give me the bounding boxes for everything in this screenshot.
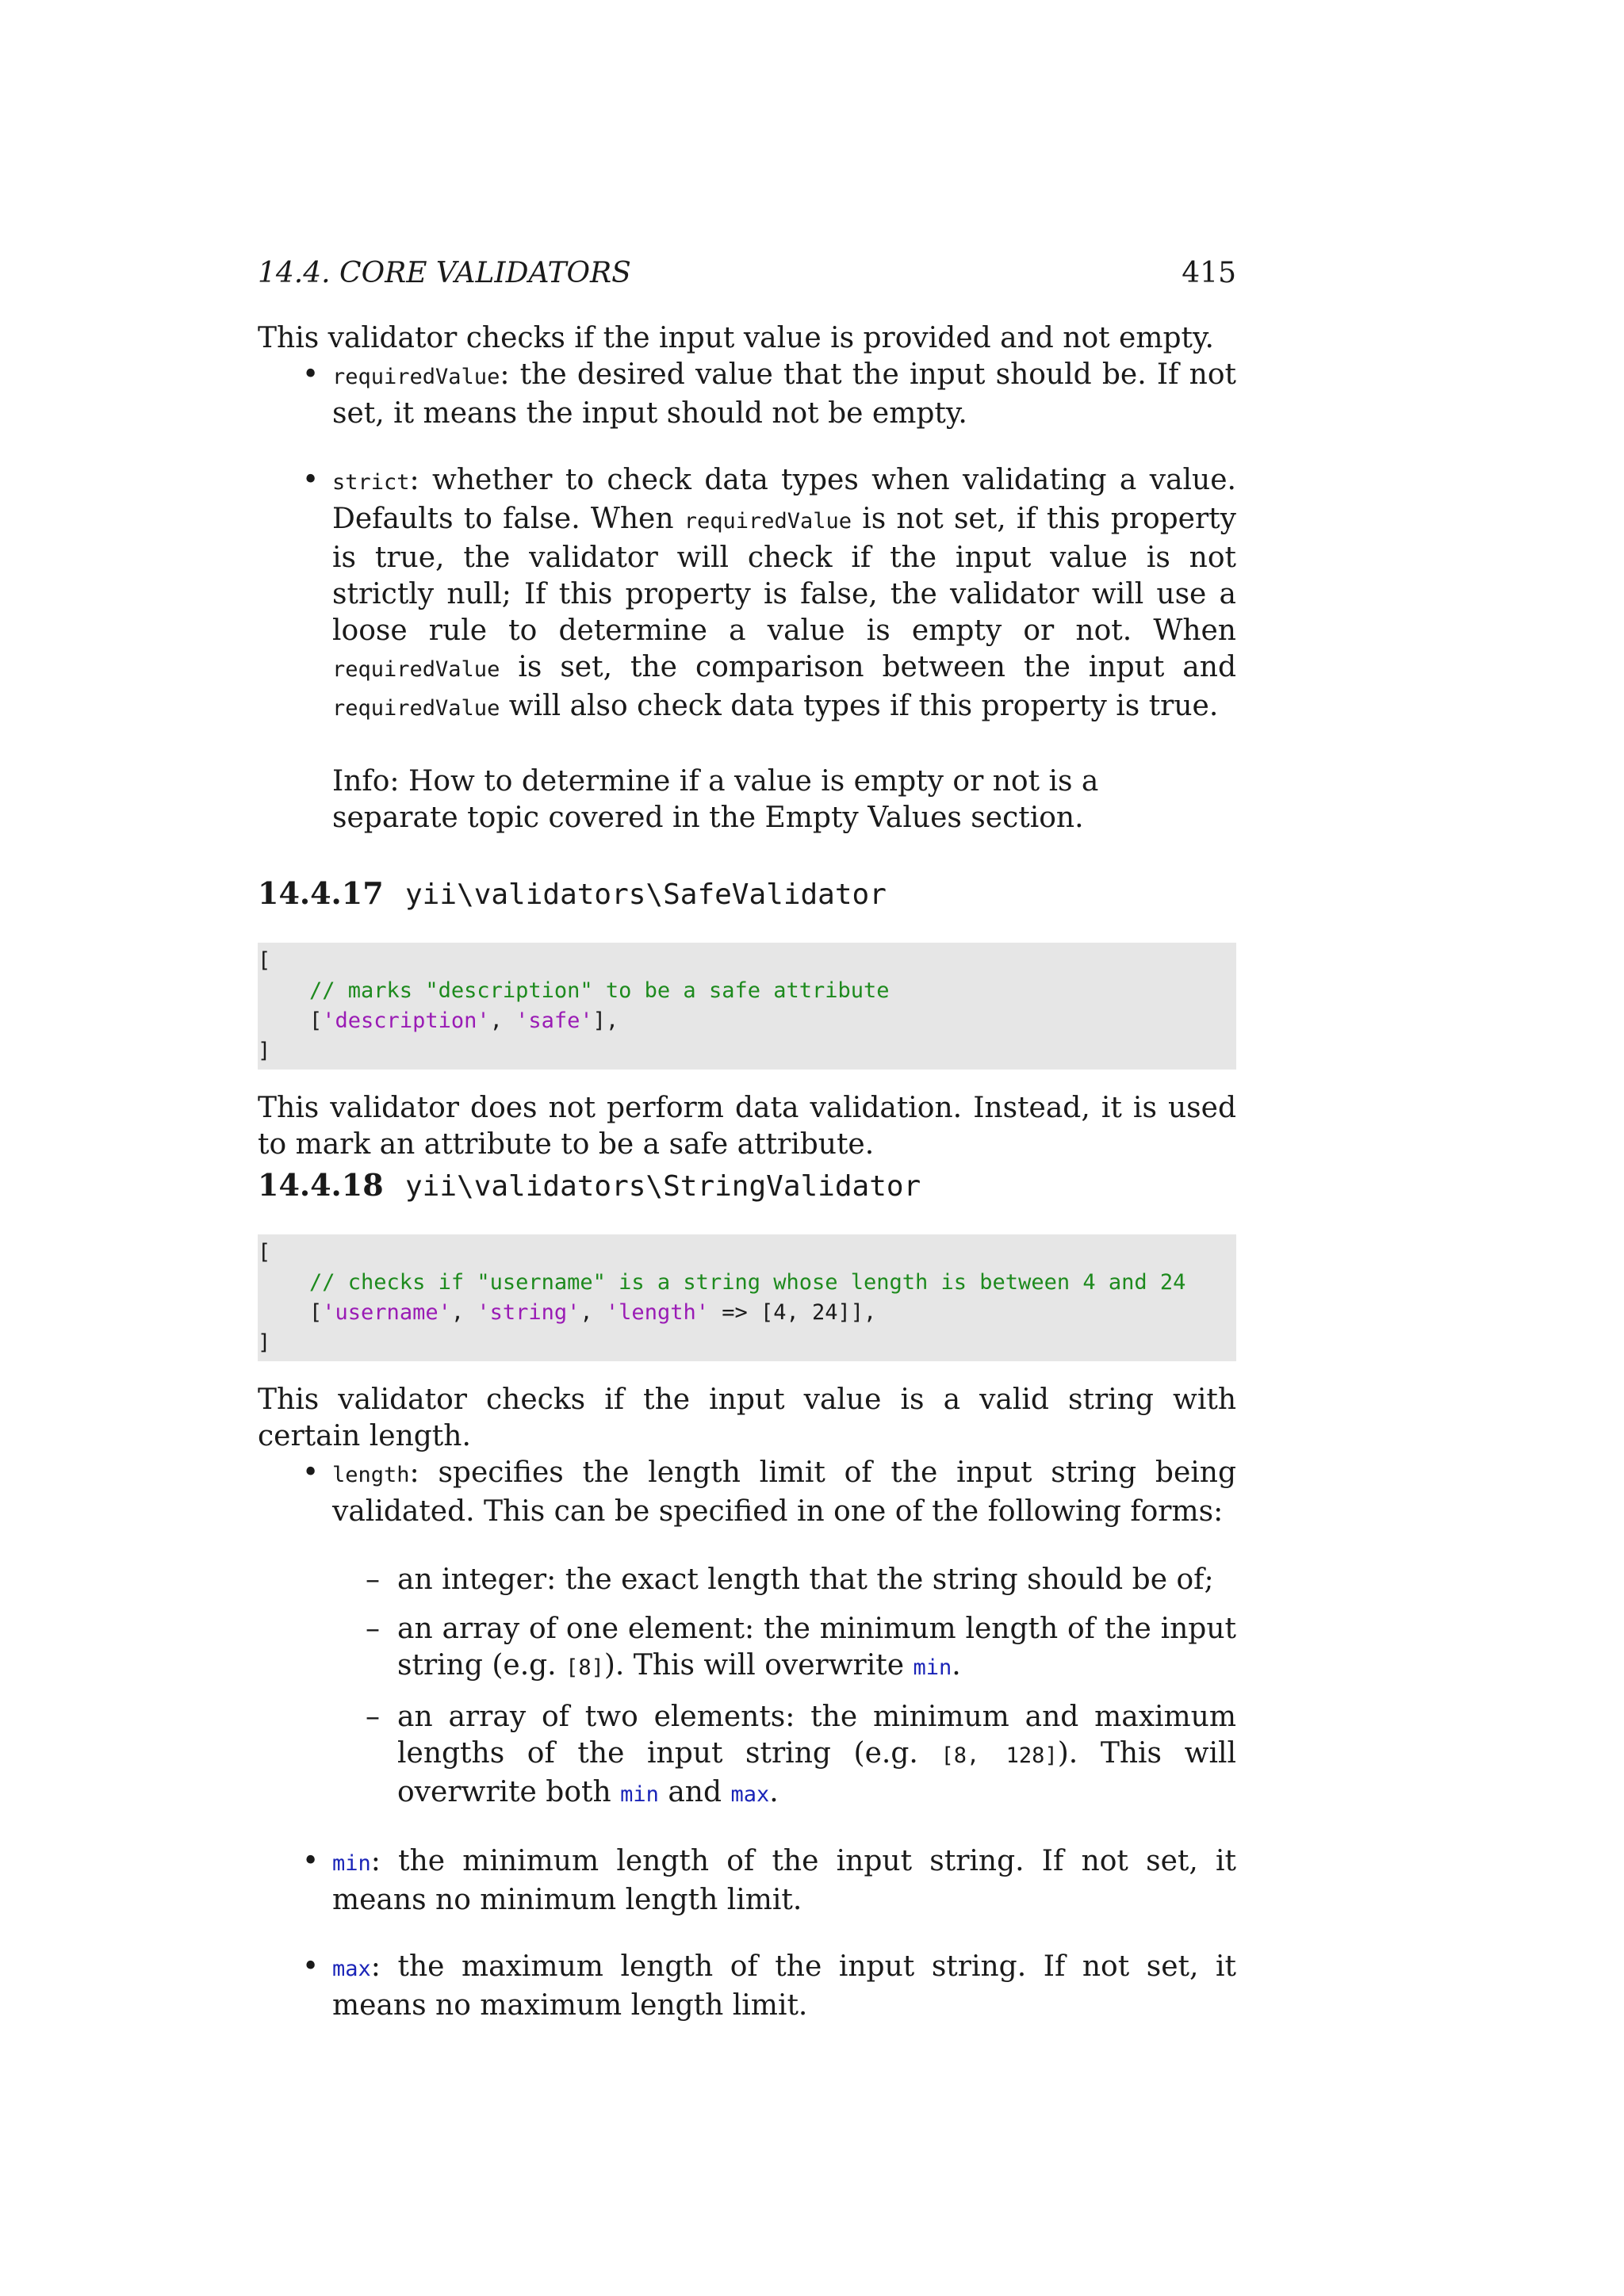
length-forms-list bbox=[332, 1562, 1236, 1813]
safe-description: This validator does not perform data validation. Instead, it is used to mark an attribute to be a safe attribute. bbox=[258, 1092, 1236, 1161]
code-comment: // checks if "username" is a string whose length is between 4 and 24 bbox=[258, 1270, 1186, 1295]
section-number: 14.4.18 bbox=[258, 1167, 384, 1203]
section-heading-title: yii\validators\SafeValidator bbox=[405, 878, 887, 911]
link-min[interactable]: min bbox=[620, 1782, 659, 1807]
param-strict: • strict: whether to check data types when validating a value. Defaults to false. When requiredValue is not set, if this property is true, the validator will check if the input value is not strictly null; If this property is false, the validator will use a loose rule to determine a value is empty or not. When requiredValue is set, the comparison between the input and requiredValue will also check data types if this property is true. bbox=[332, 462, 1236, 727]
section-number: 14.4.17 bbox=[258, 875, 384, 911]
link-max[interactable]: max bbox=[730, 1782, 770, 1807]
param-name-link[interactable]: min bbox=[332, 1851, 371, 1876]
document-page bbox=[258, 255, 1236, 2054]
code-comment: // marks "description" to be a safe attribute bbox=[258, 978, 890, 1003]
param-name: length bbox=[332, 1463, 410, 1487]
link-min[interactable]: min bbox=[913, 1655, 952, 1680]
section-title: 14.4. CORE VALIDATORS bbox=[258, 257, 631, 289]
required-param-list bbox=[258, 357, 1236, 727]
param-length: • length: specifies the length limit of the input string being validated. This can be specified in one of the following forms: – an integer: the exact length that the string should be of; – an array of one element: the minimum length of the input string (e.g. [8]). This will overwrite min. – an array of two elements: the minimum and maximum lengths of the input string (e.g. [8, 128]). This will overwrite both min and max. bbox=[332, 1455, 1236, 1813]
running-header bbox=[258, 255, 1236, 292]
section-heading-safe bbox=[258, 874, 1236, 914]
code-block-safe: [ // marks "description" to be a safe attribute ['description', 'safe'], ] bbox=[258, 943, 1236, 1070]
param-max: • max: the maximum length of the input string. If not set, it means no maximum length limit. bbox=[332, 1949, 1236, 2024]
param-required-value: • requiredValue: the desired value that the input should be. If not set, it means the input should not be empty. bbox=[332, 357, 1236, 432]
param-min: • min: the minimum length of the input string. If not set, it means no minimum length limit. bbox=[332, 1843, 1236, 1919]
param-name-link[interactable]: max bbox=[332, 1957, 371, 1981]
string-param-list bbox=[258, 1455, 1236, 2024]
param-name: requiredValue bbox=[332, 365, 500, 389]
code-block-string: [ // checks if "username" is a string whose length is between 4 and 24 ['username', 'string', 'length' => [4, 24]], ] bbox=[258, 1234, 1236, 1361]
page-number: 415 bbox=[1182, 257, 1236, 289]
section-heading-string bbox=[258, 1166, 1236, 1206]
info-note: Info: How to determine if a value is empty or not is a separate topic covered in the Empty Values section. bbox=[332, 765, 1099, 834]
section-heading-title: yii\validators\StringValidator bbox=[405, 1170, 921, 1203]
length-form-integer: – an integer: the exact length that the string should be of; bbox=[397, 1562, 1236, 1598]
length-form-two-elements: – an array of two elements: the minimum and maximum lengths of the input string (e.g. [8, 128]). This will overwrite both min and max. bbox=[397, 1699, 1236, 1813]
string-description: This validator checks if the input value is a valid string with certain length. bbox=[258, 1383, 1236, 1452]
length-form-one-element: – an array of one element: the minimum length of the input string (e.g. [8]). This will overwrite min. bbox=[397, 1611, 1236, 1686]
param-name: strict bbox=[332, 470, 410, 495]
required-intro: This validator checks if the input value is provided and not empty. bbox=[258, 322, 1214, 354]
